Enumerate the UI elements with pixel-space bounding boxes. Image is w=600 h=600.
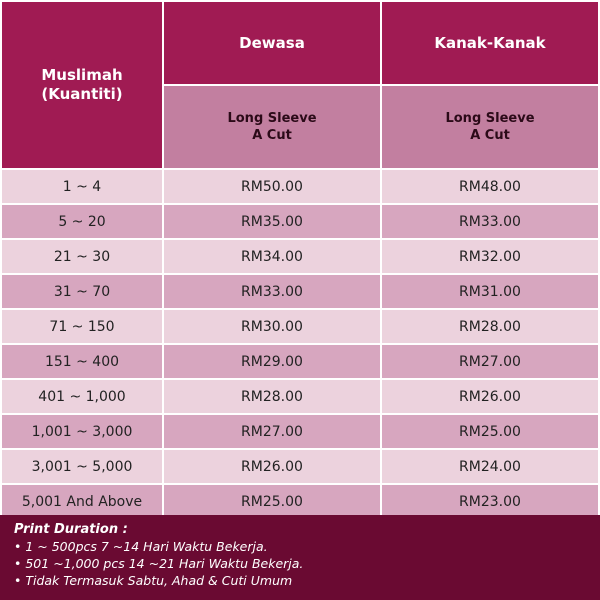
quantity-cell: 5,001 And Above [2, 485, 162, 518]
table-row [2, 240, 598, 273]
adult-price-cell: RM28.00 [164, 380, 380, 413]
adult-price-cell: RM50.00 [164, 170, 380, 203]
quantity-cell: 21 ~ 30 [2, 240, 162, 273]
group-header-kids: Kanak-Kanak [382, 2, 598, 84]
table-row [2, 345, 598, 378]
table-row [2, 275, 598, 308]
quantity-cell: 1,001 ~ 3,000 [2, 415, 162, 448]
subheader-adult-line2: A Cut [252, 128, 292, 143]
kids-price-cell: RM32.00 [382, 240, 598, 273]
table-row [2, 170, 598, 203]
subheader-kids-line2: A Cut [470, 128, 510, 143]
print-duration-title: Print Duration : [14, 522, 128, 537]
kids-price-cell: RM25.00 [382, 415, 598, 448]
quantity-header-line2: (Kuantiti) [41, 85, 123, 103]
adult-price-cell: RM27.00 [164, 415, 380, 448]
note-item: • 1 ~ 500pcs 7 ~14 Hari Waktu Bekerja. [14, 538, 586, 555]
quantity-cell: 31 ~ 70 [2, 275, 162, 308]
note-item: • Tidak Termasuk Sabtu, Ahad & Cuti Umum [14, 572, 586, 589]
kids-price-cell: RM27.00 [382, 345, 598, 378]
quantity-cell: 5 ~ 20 [2, 205, 162, 238]
adult-price-cell: RM30.00 [164, 310, 380, 343]
kids-price-cell: RM28.00 [382, 310, 598, 343]
quantity-header-line1: Muslimah [41, 66, 123, 84]
quantity-cell: 151 ~ 400 [2, 345, 162, 378]
group-header-adult: Dewasa [164, 2, 380, 84]
quantity-cell: 71 ~ 150 [2, 310, 162, 343]
subheader-adult [164, 86, 380, 168]
quantity-column-header [2, 2, 162, 168]
table-row [2, 415, 598, 448]
adult-price-cell: RM33.00 [164, 275, 380, 308]
table-row [2, 310, 598, 343]
adult-price-cell: RM35.00 [164, 205, 380, 238]
quantity-cell: 1 ~ 4 [2, 170, 162, 203]
kids-price-cell: RM23.00 [382, 485, 598, 518]
subheader-adult-line1: Long Sleeve [227, 111, 317, 126]
print-duration-footer [0, 515, 600, 600]
kids-price-cell: RM48.00 [382, 170, 598, 203]
table-row [2, 205, 598, 238]
adult-price-cell: RM26.00 [164, 450, 380, 483]
note-item: • 501 ~1,000 pcs 14 ~21 Hari Waktu Bekerja. [14, 555, 586, 572]
adult-price-cell: RM29.00 [164, 345, 380, 378]
table-row [2, 485, 598, 518]
kids-price-cell: RM31.00 [382, 275, 598, 308]
adult-price-cell: RM25.00 [164, 485, 380, 518]
print-duration-notes [14, 538, 586, 589]
quantity-cell: 401 ~ 1,000 [2, 380, 162, 413]
table-row [2, 380, 598, 413]
kids-price-cell: RM24.00 [382, 450, 598, 483]
kids-price-cell: RM26.00 [382, 380, 598, 413]
table-row [2, 450, 598, 483]
kids-price-cell: RM33.00 [382, 205, 598, 238]
adult-price-cell: RM34.00 [164, 240, 380, 273]
quantity-cell: 3,001 ~ 5,000 [2, 450, 162, 483]
subheader-kids-line1: Long Sleeve [445, 111, 535, 126]
subheader-kids [382, 86, 598, 168]
